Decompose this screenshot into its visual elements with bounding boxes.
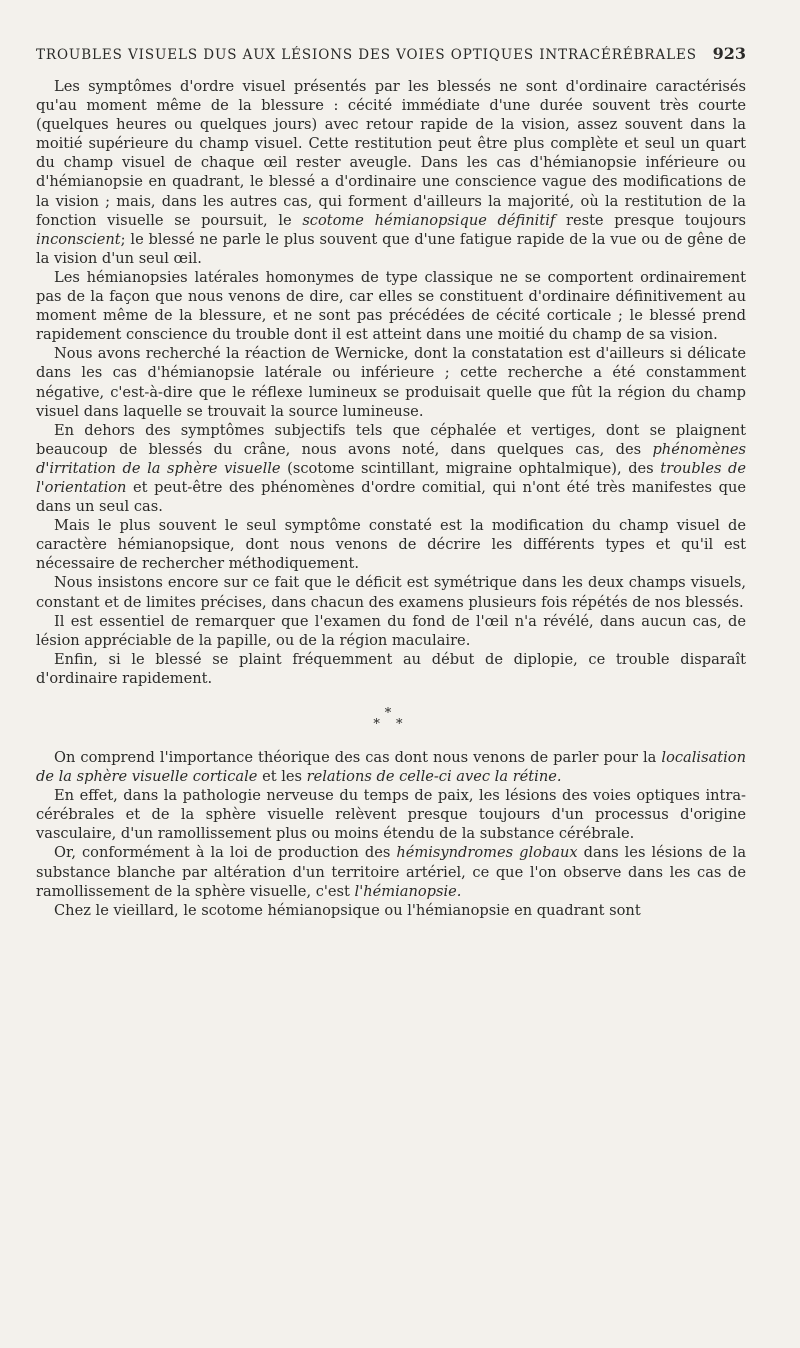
italic-phrase: inconscient	[36, 230, 121, 248]
paragraph-10: En effet, dans la pathologie nerveuse du temps de paix, les lésions des voies optiques intra-cérébrales et de la sphère visuelle relèvent presque toujours d'un processus d'origine vasculaire, d'un ramollissement plus ou moins étendu de la substance cérébrale.	[36, 787, 746, 843]
paragraph-9: On comprend l'importance théorique des cas dont nous venons de parler pour la localisation de la sphère visuelle corticale et les relations de celle-ci avec la rétine.	[36, 749, 746, 786]
italic-phrase: hémisyndromes globaux	[396, 844, 578, 862]
italic-phrase: relations de celle-ci avec la rétine.	[306, 768, 562, 786]
separator-bottom-stars: * *	[373, 717, 409, 732]
paragraph-11: Or, conformément à la loi de production des hémisyndromes globaux dans les lésions de la substance blanche par altération d'un territoire artériel, ce que l'on observe dans les cas de ramollissement de la sphère visuelle, c'est l'hémianopsie.	[36, 844, 747, 900]
italic-phrase: l'hémianopsie.	[354, 882, 462, 900]
paragraph-5: Mais le plus souvent le seul symptôme constaté est la modification du champ visuel de caractère hémianopsique, dont nous venons de décrire les différents types et qu'il est nécessaire de rechercher méthodiquement.	[36, 517, 746, 573]
section-separator	[36, 708, 746, 730]
running-header	[36, 44, 746, 63]
italic-phrase: phénomènes d'irritation de la sphère visuelle	[36, 440, 747, 477]
italic-phrase: localisation de la sphère visuelle corticale	[36, 749, 746, 786]
paragraph-6: Nous insistons encore sur ce fait que le déficit est symétrique dans les deux champs visuels, constant et de limites précises, dans chacun des examens plusieurs fois répétés de nos blessés.	[36, 574, 746, 611]
paragraph-2: Les hémianopsies latérales homonymes de type classique ne se comportent ordinairement pas de la façon que nous venons de dire, car elles se constituent d'ordinaire définitivement au moment même de la blessure, et ne sont pas précédées de cécité corticale ; le blessé prend rapidement conscience du trouble dont il est atteint dans une moitié du champ de sa vision.	[36, 268, 746, 344]
paragraph-3: Nous avons recherché la réaction de Wernicke, dont la constatation est d'ailleurs si délicate dans les cas d'hémianopsie latérale ou inférieure ; cette recherche a été constamment négative, c'est-à-dire que le réflexe lumineux se produisait quelle que fût la région du champ visuel dans laquelle se trouvait la source lumineuse.	[36, 345, 746, 420]
paragraph-7: Il est essentiel de remarquer que l'examen du fond de l'œil n'a révélé, dans aucun cas, de lésion appréciable de la papille, ou de la région maculaire.	[36, 612, 746, 649]
running-title: TROUBLES VISUELS DUS AUX LÉSIONS DES VOIES OPTIQUES INTRACÉRÉBRALES	[36, 47, 697, 63]
paragraph-12: Chez le vieillard, le scotome hémianopsique ou l'hémianopsie en quadrant sont	[54, 901, 641, 919]
italic-phrase: scotome hémianopsique définitif	[302, 211, 556, 229]
italic-phrase: troubles de l'orientation	[36, 459, 747, 496]
paragraph-8: Enfin, si le blessé se plaint fréquemment au début de diplopie, ce trouble disparaît d'ordinaire rapidement.	[36, 650, 746, 687]
page-number: 923	[712, 44, 746, 63]
paragraph-1: Les symptômes d'ordre visuel présentés par les blessés ne sont d'ordinaire caractérisés qu'au moment même de la blessure : cécité immédiate d'une durée souvent très courte (quelques heures ou quelques jours) avec retour rapide de la vision, assez souvent dans la moitié supérieure du champ visuel. Cette restitution peut être plus complète et seul un quart du champ visuel de chaque œil rester aveugle. Dans les cas d'hémianopsie inférieure ou d'hémianopsie en quadrant, le blessé a d'ordinaire une conscience vague des modifications de la vision ; mais, dans les autres cas, qui forment d'ailleurs la majorité, où la restitution de la fonction visuelle se poursuit, le scotome hémianopsique définitif reste presque toujours inconscient; le blessé ne parle le plus souvent que d'une fatigue rapide de la vue ou de gêne de la vision d'un seul œil.	[36, 78, 746, 267]
paragraph-4: En dehors des symptômes subjectifs tels que céphalée et vertiges, dont se plaignent beaucoup de blessés du crâne, nous avons noté, dans quelques cas, des phénomènes d'irritation de la sphère visuelle (scotome scintillant, migraine ophtalmique), des troubles de l'orientation et peut-être des phénomènes d'ordre comitial, qui n'ont été très manifestes que dans un seul cas.	[36, 421, 747, 516]
separator-top-star: *	[384, 706, 398, 721]
